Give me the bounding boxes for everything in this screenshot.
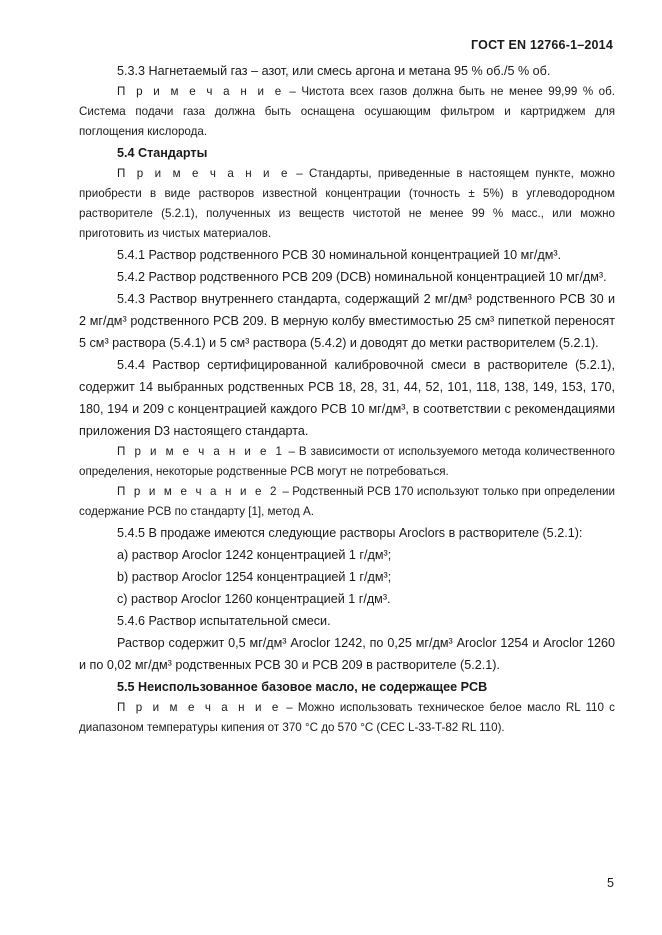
clause-5-4-5: 5.4.5 В продаже имеются следующие растворы Aroclors в растворителе (5.2.1): bbox=[117, 526, 583, 540]
section-5-4-heading: 5.4 Стандарты bbox=[117, 146, 208, 160]
note-text: – Стандарты, приведенные в настоящем пункте, можно приобрести в виде растворов известной концентрации (точность ± 5%) в углеводородном растворителе (5.2.1), полученных из веществ чистотой не менее 99 % масс., или можно приготовить из чистых материалов. bbox=[79, 167, 615, 240]
clause-5-4-2: 5.4.2 Раствор родственного PCB 209 (DCB) номинальной концентрацией 10 мг/дм³. bbox=[117, 270, 607, 284]
page-number: 5 bbox=[606, 876, 614, 890]
list-item-a: а) раствор Aroclor 1242 концентрацией 1 г/дм³; bbox=[117, 548, 392, 562]
clause-5-4-1: 5.4.1 Раствор родственного PCB 30 номинальной концентрацией 10 мг/дм³. bbox=[117, 248, 562, 262]
note-text: – В зависимости от используемого метода количественного определения, некоторые родственные PCB могут не потребоваться. bbox=[79, 445, 616, 478]
clause-5-4-6-body: Раствор содержит 0,5 мг/дм³ Aroclor 1242, по 0,25 мг/дм³ Aroclor 1254 и Aroclor 1260 и по 0,02 мг/дм³ родственных PCB 30 и PCB 209 в растворителе (5.2.1). bbox=[79, 636, 615, 672]
note-standards bbox=[79, 164, 615, 244]
note-label: П р и м е ч а н и е bbox=[117, 167, 291, 180]
note-label: П р и м е ч а н и е bbox=[117, 701, 281, 714]
note-gas-purity bbox=[79, 82, 615, 142]
note-label: П р и м е ч а н и е 1 bbox=[117, 445, 285, 458]
note-1 bbox=[79, 442, 615, 482]
clause-5-4-4: 5.4.4 Раствор сертифицированной калибровочной смеси в растворителе (5.2.1), содержит 14 выбранных родственных PCB 18, 28, 31, 44, 52, 101, 118, 138, 149, 153, 170, 180, 194 и 209 с концентрацией каждого PCB 10 мг/дм³, в соответствии с рекомендациями приложения D3 настоящего стандарта. bbox=[79, 358, 615, 438]
clause-5-4-6: 5.4.6 Раствор испытательной смеси. bbox=[117, 614, 331, 628]
document-body bbox=[79, 60, 615, 738]
note-label: П р и м е ч а н и е bbox=[117, 85, 284, 98]
clause-5-4-3: 5.4.3 Раствор внутреннего стандарта, содержащий 2 мг/дм³ родственного PCB 30 и 2 мг/дм³ родственного PCB 209. В мерную колбу вместимостью 25 см³ пипеткой переносят 5 см³ раствора (5.4.1) и 5 см³ раствора (5.4.2) и доводят до метки растворителем (5.2.1). bbox=[79, 292, 615, 350]
document-header: ГОСТ EN 12766-1–2014 bbox=[471, 38, 613, 52]
clause-5-3-3: 5.3.3 Нагнетаемый газ – азот, или смесь аргона и метана 95 % об./5 % об. bbox=[117, 64, 551, 78]
note-base-oil bbox=[79, 698, 615, 738]
section-5-5-heading: 5.5 Неиспользованное базовое масло, не содержащее PCB bbox=[117, 680, 488, 694]
note-2 bbox=[79, 482, 615, 522]
note-text: – Можно использовать техническое белое масло RL 110 с диапазоном температуры кипения от 370 °С до 570 °С (CEC L-33-T-82 RL 110). bbox=[79, 701, 615, 734]
note-text: – Родственный PCB 170 используют только при определении содержание PCB по стандарту [1], метод А. bbox=[79, 485, 615, 518]
list-item-c: c) раствор Aroclor 1260 концентрацией 1 г/дм³. bbox=[117, 592, 391, 606]
note-label: П р и м е ч а н и е 2 bbox=[117, 485, 280, 498]
note-text: – Чистота всех газов должна быть не менее 99,99 % об. Система подачи газа должна быть оснащена осушающим фильтром и картриджем для поглощения кислорода. bbox=[79, 85, 615, 138]
list-item-b: b) раствор Aroclor 1254 концентрацией 1 г/дм³; bbox=[117, 570, 392, 584]
